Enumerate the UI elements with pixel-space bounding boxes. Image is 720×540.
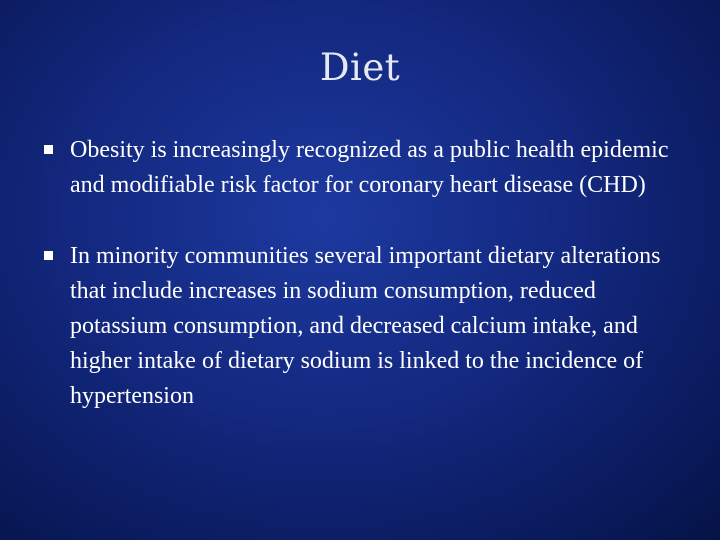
bullet-list xyxy=(44,133,674,414)
bullet-item xyxy=(44,239,674,414)
square-bullet-icon xyxy=(44,251,53,260)
bullet-text: In minority communities several important dietary alterations that include increases in sodium consumption, reduced potassium consumption, and decreased calcium intake, and higher intake of dietary sodium is linked to the incidence of hypertension xyxy=(70,243,661,409)
slide-title: Diet xyxy=(319,46,401,89)
bullet-text: Obesity is increasingly recognized as a public health epidemic and modifiable risk factor for coronary heart disease (CHD) xyxy=(70,137,669,198)
square-bullet-icon xyxy=(44,145,53,154)
bullet-item xyxy=(44,133,674,203)
